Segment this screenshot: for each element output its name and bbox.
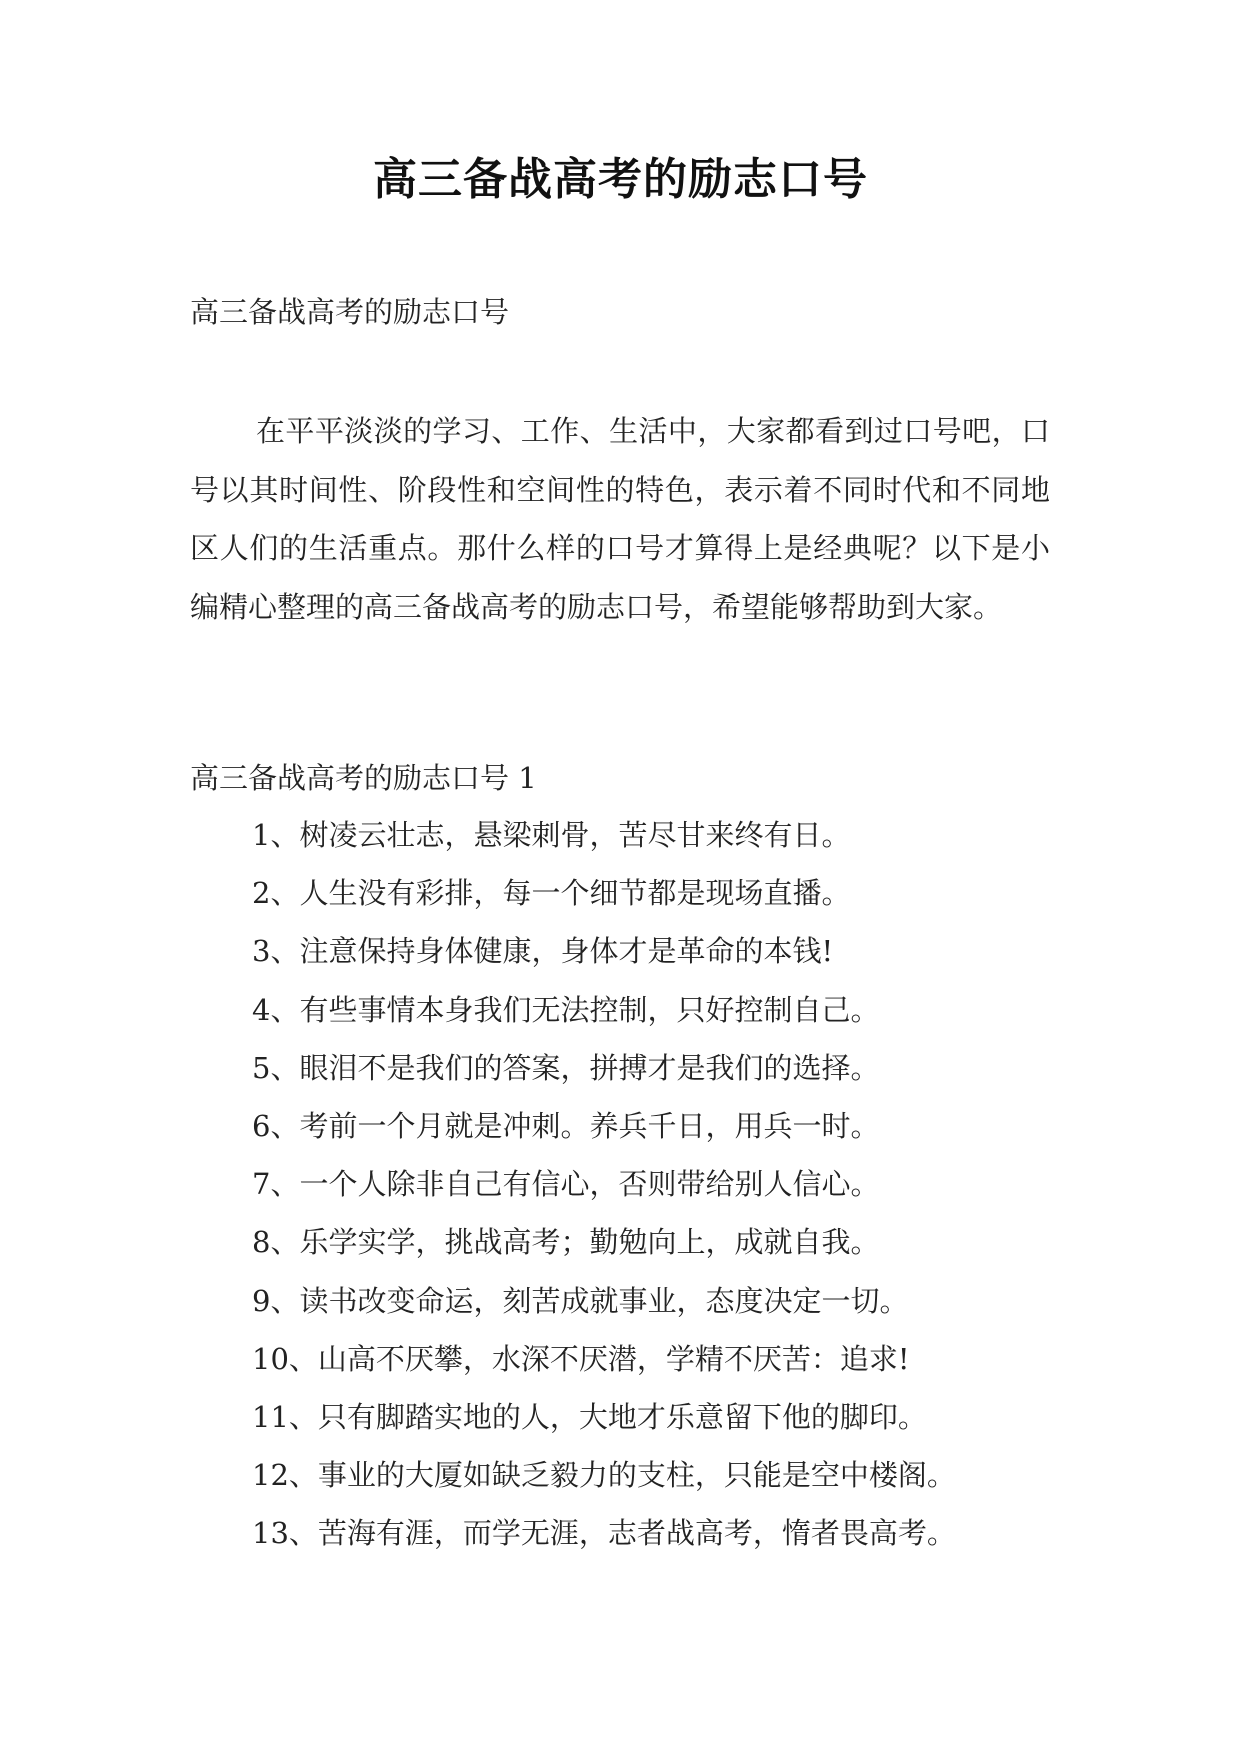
slogan-item: 8、乐学实学，挑战高考；勤勉向上，成就自我。 [252,1225,880,1260]
slogan-item: 10、山高不厌攀，水深不厌潜，学精不厌苦：追求! [252,1341,910,1376]
slogan-item: 9、读书改变命运，刻苦成就事业，态度决定一切。 [252,1283,909,1318]
slogan-item: 3、注意保持身体健康，身体才是革命的本钱! [252,934,834,969]
document-subtitle: 高三备战高考的励志口号 [190,295,510,329]
intro-paragraph: 在平平淡淡的学习、工作、生活中，大家都看到过口号吧，口号以其时间性、阶段性和空间性的特色，表示着不同时代和不同地区人们的生活重点。那什么样的口号才算得上是经典呢？以下是小编精心整理的高三备战高考的励志口号，希望能够帮助到大家。 [190,414,1050,624]
slogan-item: 4、有些事情本身我们无法控制，只好控制自己。 [252,992,880,1027]
slogan-item: 1、树凌云壮志，悬梁刺骨，苦尽甘来终有日。 [252,818,851,852]
document-title: 高三备战高考的励志口号 [373,154,868,205]
section-heading: 高三备战高考的励志口号 1 [190,761,537,795]
slogan-item: 6、考前一个月就是冲刺。养兵千日，用兵一时。 [252,1109,880,1143]
slogan-item: 7、一个人除非自己有信心，否则带给别人信心。 [252,1167,880,1202]
slogan-item: 12、事业的大厦如缺乏毅力的支柱，只能是空中楼阁。 [252,1458,956,1493]
slogan-item: 5、眼泪不是我们的答案，拼搏才是我们的选择。 [252,1050,880,1085]
slogan-item: 2、人生没有彩排，每一个细节都是现场直播。 [252,876,851,911]
slogan-item: 11、只有脚踏实地的人，大地才乐意留下他的脚印。 [252,1400,927,1434]
slogan-item: 13、苦海有涯，而学无涯，志者战高考，惰者畏高考。 [252,1516,956,1551]
